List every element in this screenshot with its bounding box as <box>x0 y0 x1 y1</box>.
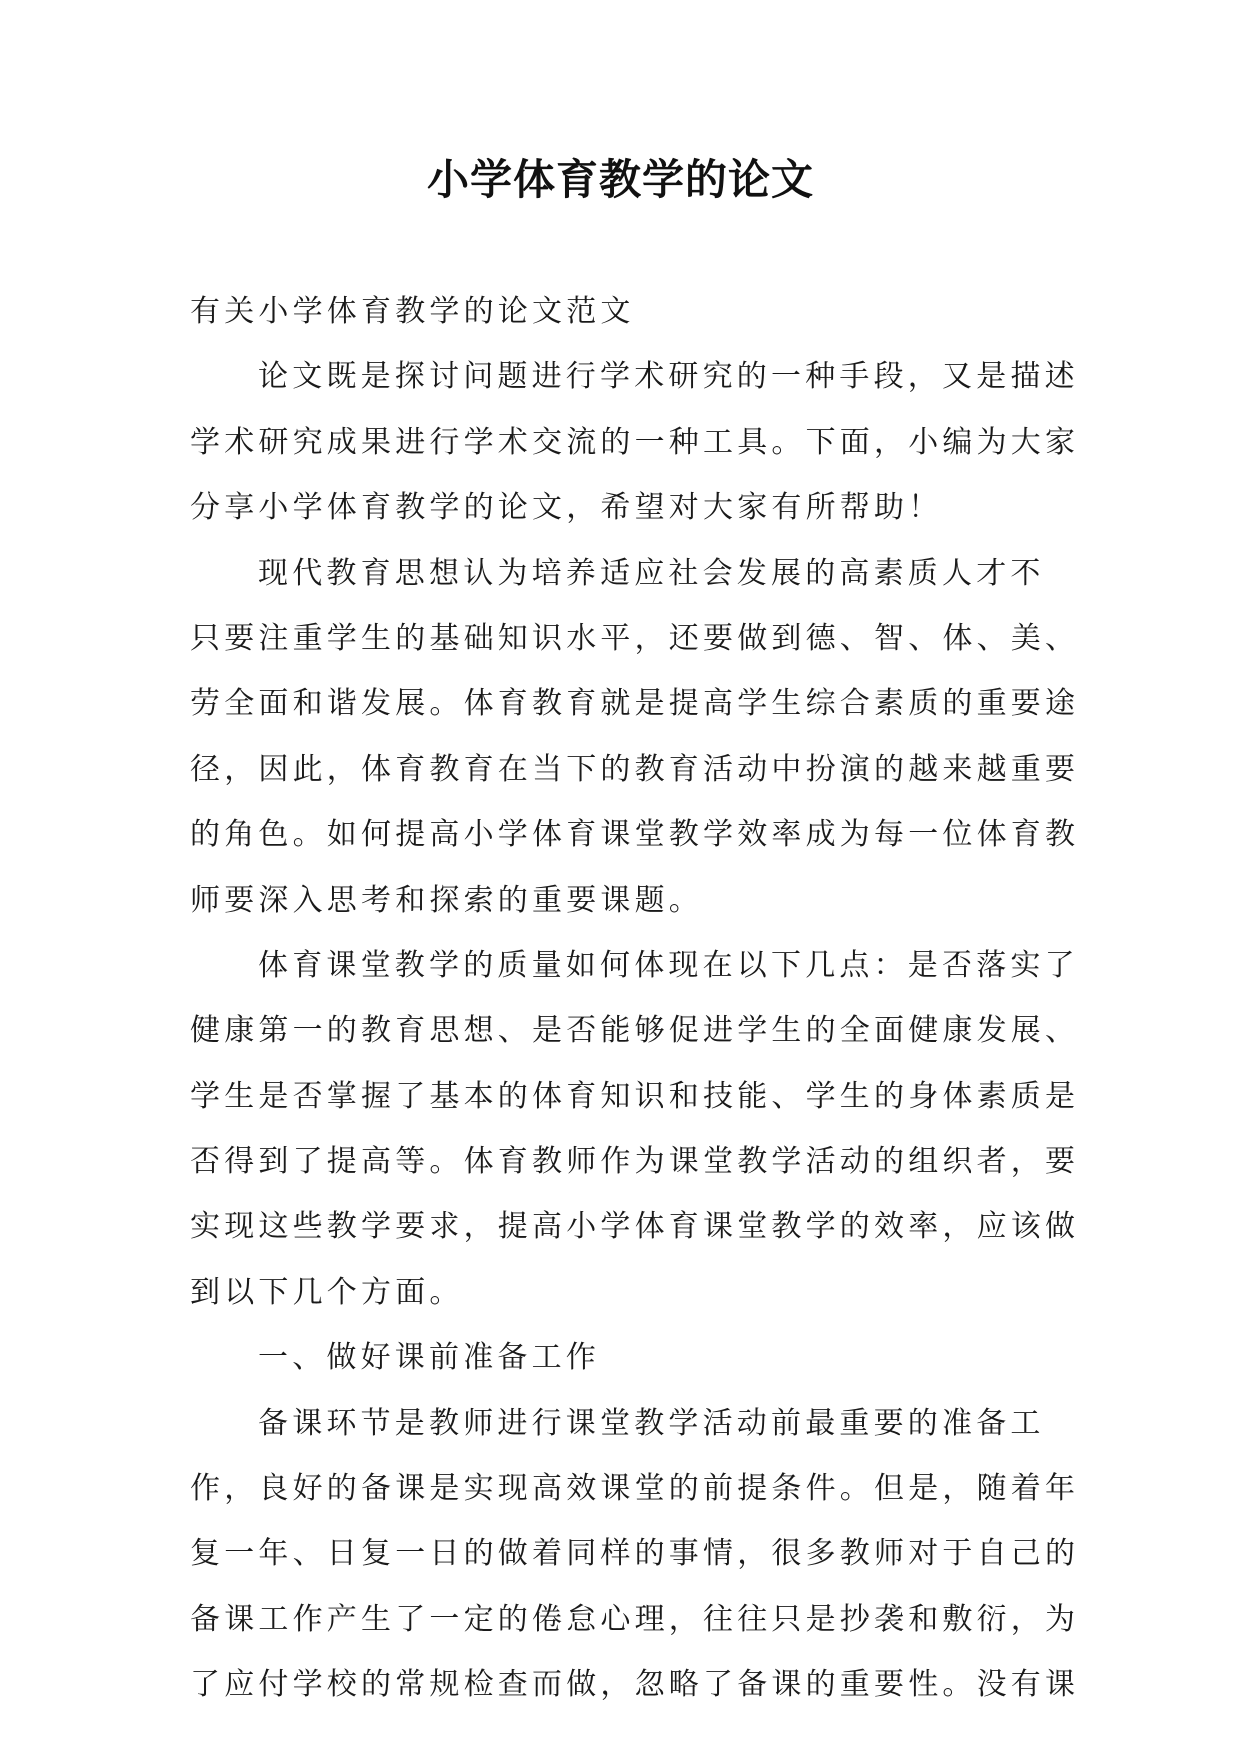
document-body <box>190 289 1080 1728</box>
section-heading: 一、做好课前准备工作 <box>258 1340 600 1376</box>
paragraph-line: 健康第一的教育思想、是否能够促进学生的全面健康发展、 <box>190 1013 1080 1049</box>
paragraph-line: 备课环节是教师进行课堂教学活动前最重要的准备工 <box>258 1405 1045 1441</box>
paragraph-line: 论文既是探讨问题进行学术研究的一种手段，又是描述 <box>258 359 1079 395</box>
paragraph-line: 复一年、日复一日的做着同样的事情，很多教师对于自己的 <box>190 1536 1080 1572</box>
paragraph-line: 实现这些教学要求，提高小学体育课堂教学的效率，应该做 <box>190 1209 1080 1245</box>
paragraph-line: 师要深入思考和探索的重要课题。 <box>190 882 703 918</box>
paragraph-line: 径，因此，体育教育在当下的教育活动中扮演的越来越重要 <box>190 751 1080 787</box>
paragraph-line: 了应付学校的常规检查而做，忽略了备课的重要性。没有课 <box>190 1667 1080 1703</box>
paragraph-line: 到以下几个方面。 <box>190 1274 464 1310</box>
paragraph-line: 作，良好的备课是实现高效课堂的前提条件。但是，随着年 <box>190 1471 1080 1507</box>
paragraph-line: 的角色。如何提高小学体育课堂教学效率成为每一位体育教 <box>190 817 1080 853</box>
document-title: 小学体育教学的论文 <box>426 155 814 204</box>
paragraph-line: 分享小学体育教学的论文，希望对大家有所帮助！ <box>190 490 943 526</box>
paragraph-line: 学生是否掌握了基本的体育知识和技能、学生的身体素质是 <box>190 1078 1080 1114</box>
subtitle-line: 有关小学体育教学的论文范文 <box>190 294 635 329</box>
paragraph-line: 学术研究成果进行学术交流的一种工具。下面，小编为大家 <box>190 424 1080 460</box>
paragraph-line: 现代教育思想认为培养适应社会发展的高素质人才不 <box>258 555 1045 591</box>
paragraph-line: 劳全面和谐发展。体育教育就是提高学生综合素质的重要途 <box>190 686 1080 722</box>
paragraph-line: 备课工作产生了一定的倦怠心理，往往只是抄袭和敷衍，为 <box>190 1601 1080 1637</box>
paragraph-line: 只要注重学生的基础知识水平，还要做到德、智、体、美、 <box>190 620 1080 656</box>
paragraph-line: 体育课堂教学的质量如何体现在以下几点：是否落实了 <box>258 947 1079 983</box>
paragraph-line: 否得到了提高等。体育教师作为课堂教学活动的组织者，要 <box>190 1144 1080 1180</box>
